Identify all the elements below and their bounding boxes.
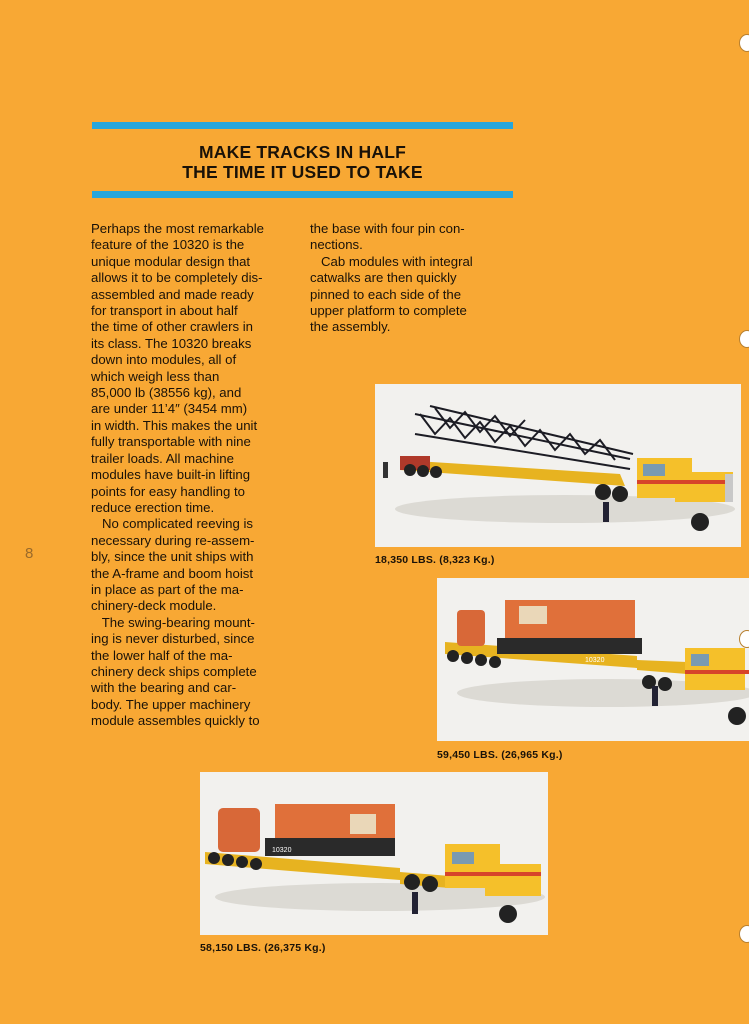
module-label-2: 10320 <box>585 657 605 664</box>
body-text-line: its class. The 10320 breaks <box>91 335 252 351</box>
body-text-line: necessary during re-assem- <box>91 532 255 548</box>
page-number: 8 <box>25 545 34 562</box>
body-text-line: down into modules, all of <box>91 352 237 368</box>
caption-photo-3: 58,150 LBS. (26,375 Kg.) <box>200 942 326 954</box>
bottom-blue-rule <box>92 191 513 198</box>
body-text-line: assembled and made ready <box>91 286 254 302</box>
heading-line-1: MAKE TRACKS IN HALF <box>199 142 406 162</box>
body-text-line: pinned to each side of the <box>310 286 462 302</box>
body-text-line: the assembly. <box>310 319 391 335</box>
body-text-line: modules have built-in lifting <box>91 467 251 483</box>
caption-photo-2: 59,450 LBS. (26,965 Kg.) <box>437 749 563 761</box>
body-text-line: points for easy handling to <box>91 483 245 499</box>
page-heading <box>92 142 513 182</box>
top-blue-rule <box>92 122 513 129</box>
body-text-line: the A-frame and boom hoist <box>91 565 254 581</box>
body-text-line: allows it to be completely dis- <box>91 270 263 286</box>
body-text-line: the base with four pin con- <box>310 221 465 236</box>
body-text-line: module assembles quickly to <box>91 713 260 729</box>
body-text-line: ing is never disturbed, since <box>91 631 255 647</box>
body-text-line: are under 11’4″ (3454 mm) <box>91 401 248 417</box>
body-text-line: unique modular design that <box>91 253 251 269</box>
body-text-line: No complicated reeving is <box>91 516 253 532</box>
body-text-line: with the bearing and car- <box>91 680 237 696</box>
body-text-line: for transport in about half <box>91 303 238 319</box>
body-text-line: reduce erection time. <box>91 499 215 515</box>
body-text-line: catwalks are then quickly <box>310 270 457 286</box>
body-text-line: in width. This makes the unit <box>91 417 258 433</box>
photo-machinery-module-2 <box>200 772 548 935</box>
body-text-line: nections. <box>310 237 363 253</box>
body-text-line: the lower half of the ma- <box>91 647 233 663</box>
body-text-line: body. The upper machinery <box>91 696 251 712</box>
body-text-line: upper platform to complete <box>310 303 467 319</box>
body-text-line: in place as part of the ma- <box>91 581 244 597</box>
body-text-line: which weigh less than <box>91 368 220 384</box>
body-text-line: Perhaps the most remarkable <box>91 221 264 236</box>
body-text-line: the time of other crawlers in <box>91 319 253 335</box>
body-text-line: Cab modules with integral <box>310 253 473 269</box>
heading-line-2: THE TIME IT USED TO TAKE <box>182 162 423 182</box>
binder-hole <box>739 330 749 348</box>
photo-boom-module <box>375 384 741 547</box>
body-column-2 <box>310 221 510 336</box>
binder-hole <box>739 630 749 648</box>
body-text-line: chinery deck ships complete <box>91 663 257 679</box>
body-text-line: trailer loads. All machine <box>91 450 234 466</box>
body-text-line: fully transportable with nine <box>91 434 251 450</box>
body-column-1 <box>91 221 301 730</box>
body-text-line: chinery-deck module. <box>91 598 217 614</box>
caption-photo-1: 18,350 LBS. (8,323 Kg.) <box>375 554 495 566</box>
binder-hole <box>739 34 749 52</box>
photo-machinery-module-1 <box>437 578 749 741</box>
body-text-line: bly, since the unit ships with <box>91 549 254 565</box>
module-label-3: 10320 <box>272 847 292 854</box>
body-text-line: feature of the 10320 is the <box>91 237 245 253</box>
body-text-line: The swing-bearing mount- <box>91 614 255 630</box>
binder-hole <box>739 925 749 943</box>
body-text-line: 85,000 lb (38556 kg), and <box>91 385 242 401</box>
